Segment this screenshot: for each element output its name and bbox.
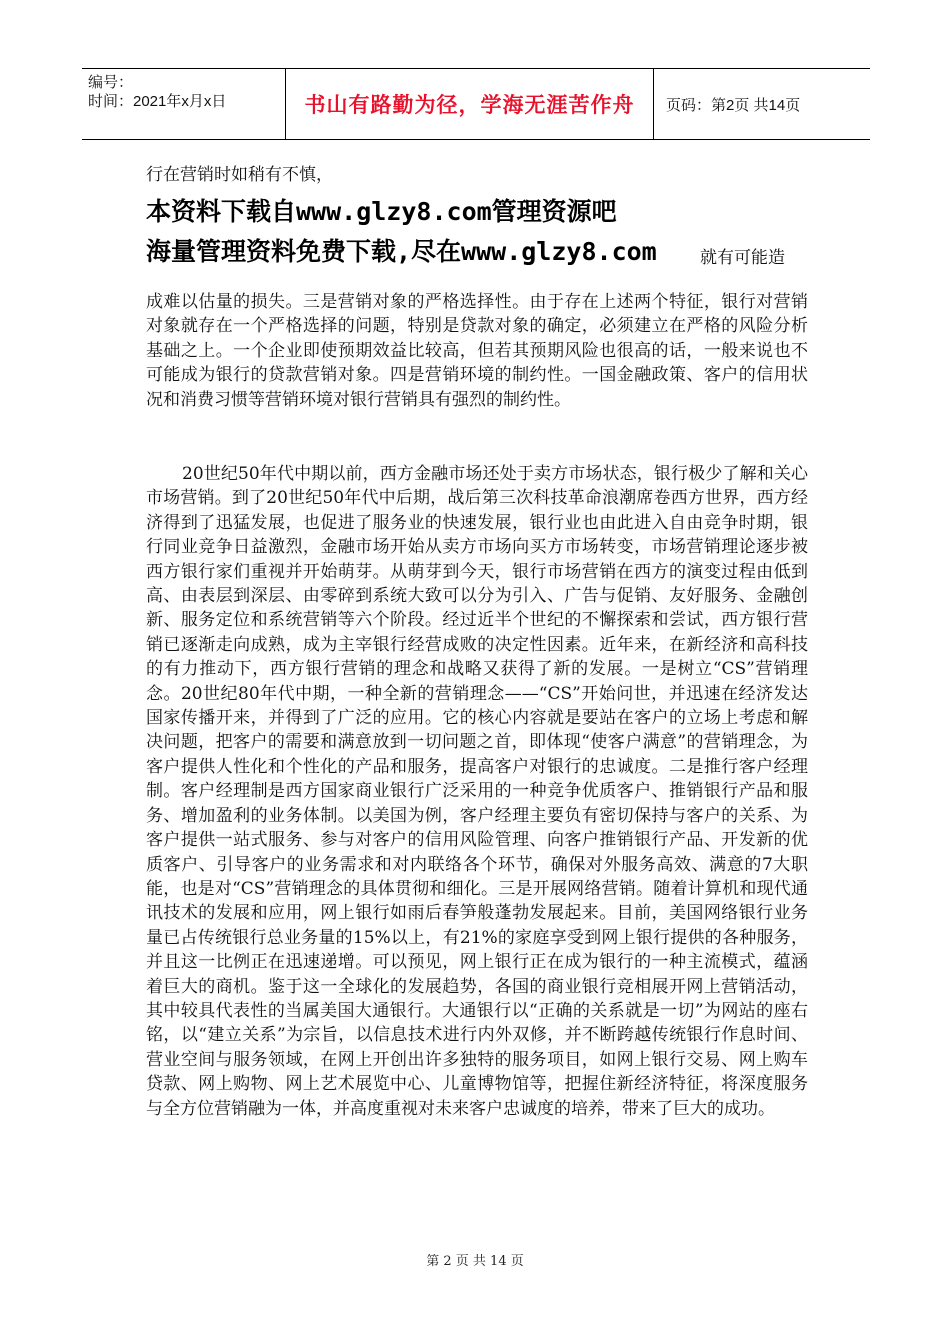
ad-line-2: 海量管理资料免费下载,尽在www.glzy8.com	[146, 237, 657, 266]
header-meta	[82, 69, 286, 139]
header-motto: 书山有路勤为径，学海无涯苦作舟	[286, 69, 654, 139]
page-header	[82, 68, 870, 140]
date-label: 时间：2021年x月x日	[88, 93, 227, 110]
ad-line-1: 本资料下载自www.glzy8.com管理资源吧	[146, 197, 617, 226]
code-label: 编号：	[88, 74, 134, 91]
page-footer: 第 2 页 共 14 页	[426, 1254, 524, 1269]
header-page-info: 页码：第2页 共14页	[666, 96, 801, 114]
body-line-tail: 就有可能造	[700, 248, 785, 268]
paragraph-2: 20世纪50年代中期以前，西方金融市场还处于卖方市场状态，银行极少了解和关心市场营销。到了20世纪50年代中后期，战后第三次科技革命浪潮席卷西方世界，西方经济得到了迅猛发展，也促进了服务业的快速发展，银行业也由此进入自由竞争时期，银行同业竞争日益激烈，金融市场开始从卖方市场向买方市场转变，市场营销理论逐步被西方银行家们重视并开始萌芽。从萌芽到今天，银行市场营销在西方的演变过程由低到高、由表层到深层、由零碎到系统大致可以分为引入、广告与促销、友好服务、金融创新、服务定位和系统营销等六个阶段。经过近半个世纪的不懈探索和尝试，西方银行营销已逐渐走向成熟，成为主宰银行经营成败的决定性因素。近年来，在新经济和高科技的有力推动下，西方银行营销的理念和战略又获得了新的发展。一是树立“CS”营销理念。20世纪80年代中期，一种全新的营销理念——“CS”开始问世，并迅速在经济发达国家传播开来，并得到了广泛的应用。它的核心内容就是要站在客户的立场上考虑和解决问题，把客户的需要和满意放到一切问题之首，即体现“使客户满意”的营销理念，为客户提供人性化和个性化的产品和服务，提高客户对银行的忠诚度。二是推行客户经理制。客户经理制是西方国家商业银行广泛采用的一种竞争优质客户、推销银行产品和服务、增加盈利的业务体制。以美国为例，客户经理主要负有密切保持与客户的关系、为客户提供一站式服务、参与对客户的信用风险管理、向客户推销银行产品、开发新的优质客户、引导客户的业务需求和对内联络各个环节，确保对外服务高效、满意的7大职能，也是对“CS”营销理念的具体贯彻和细化。三是开展网络营销。随着计算机和现代通讯技术的发展和应用，网上银行如雨后春笋般蓬勃发展起来。目前，美国网络银行业务量已占传统银行总业务量的15%以上，有21%的家庭享受到网上银行提供的各种服务，并且这一比例正在迅速递增。可以预见，网上银行正在成为银行的一种主流模式，蕴涵着巨大的商机。鉴于这一全球化的发展趋势，各国的商业银行竞相展开网上营销活动，其中较具代表性的当属美国大通银行。大通银行以“正确的关系就是一切”为网站的座右铭，以“建立关系”为宗旨，以信息技术进行内外双修，并不断跨越传统银行作息时间、营业空间与服务领域，在网上开创出许多独特的服务项目，如网上银行交易、网上购车贷款、网上购物、网上艺术展览中心、儿童博物馆等，把握住新经济特征，将深度服务与全方位营销融为一体，并高度重视对未来客户忠诚度的培养，带来了巨大的成功。	[146, 464, 808, 1119]
paragraph-1: 成难以估量的损失。三是营销对象的严格选择性。由于存在上述两个特征，银行对营销对象就存在一个严格选择的问题，特别是贷款对象的确定，必须建立在严格的风险分析基础之上。一个企业即使预期效益比较高，但若其预期风险也很高的话，一般来说也不可能成为银行的贷款营销对象。四是营销环境的制约性。一国金融政策、客户的信用状况和消费习惯等营销环境对银行营销具有强烈的制约性。	[146, 292, 808, 410]
body-line-1: 行在营销时如稍有不慎，	[146, 165, 333, 185]
